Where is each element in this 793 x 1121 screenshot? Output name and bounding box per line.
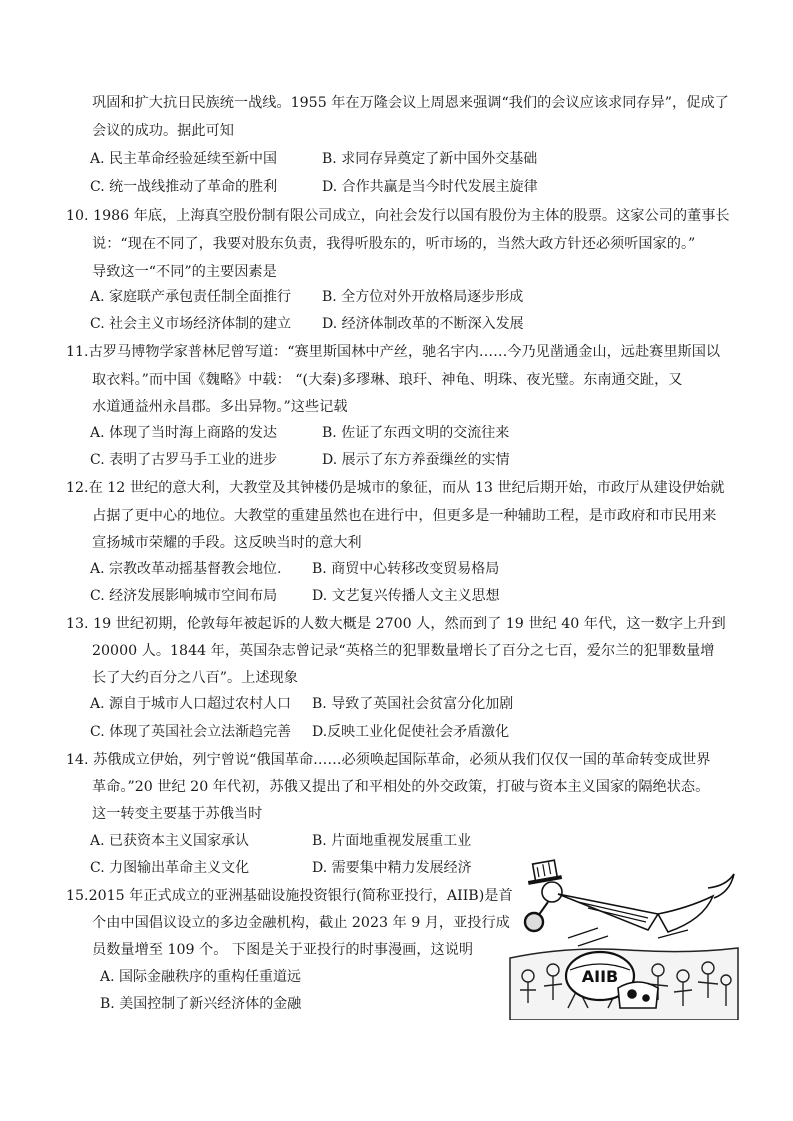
q9-option-b[interactable]: B. 求同存异奠定了新中国外交基础 <box>322 151 538 167</box>
q15-line-3: 员数量增至 109 个。 下图是关于亚投行的时事漫画，这说明 <box>92 942 474 958</box>
cartoon-uncle-sam <box>525 860 734 932</box>
q10-line-3: 导致这一“不同”的主要因素是 <box>92 264 277 280</box>
q10-line-2: 说：“现在不同了，我要对股东负责，我得听股东的，听市场的，当然大政方针还必须听国家的。” <box>92 236 696 252</box>
q14-option-a[interactable]: A. 已获资本主义国家承认 <box>90 833 250 849</box>
q10-option-d[interactable]: D. 经济体制改革的不断深入发展 <box>322 316 524 332</box>
q10-line-1: 10. 1986 年底，上海真空股份制有限公司成立，向社会发行以国有股份为主体的股票。这家公司的董事长 <box>66 208 730 224</box>
q9-option-c[interactable]: C. 统一战线推动了革命的胜利 <box>90 179 278 195</box>
q14-option-c[interactable]: C. 力图输出革命主义文化 <box>90 860 250 876</box>
q15-option-a[interactable]: A. 国际金融秩序的重构任重道远 <box>100 969 302 985</box>
q11-option-a[interactable]: A. 体现了当时海上商路的发达 <box>90 425 278 441</box>
q9-line-2: 会议的成功。据此可知 <box>92 123 234 139</box>
q12-option-d[interactable]: D. 文艺复兴传播人文主义思想 <box>312 588 500 604</box>
q11-option-b[interactable]: B. 佐证了东西文明的交流往来 <box>322 425 510 441</box>
q10-option-b[interactable]: B. 全方位对外开放格局逐步形成 <box>322 289 524 305</box>
q9-option-d[interactable]: D. 合作共赢是当今时代发展主旋律 <box>322 179 538 195</box>
q12-line-2: 占据了更中心的地位。大教堂的重建虽然也在进行中，但更多是一种辅助工程，是市政府和市民用来 <box>92 508 717 524</box>
q11-option-c[interactable]: C. 表明了古罗马手工业的进步 <box>90 452 278 468</box>
q12-line-3: 宣扬城市荣耀的手段。这反映当时的意大利 <box>92 535 362 551</box>
q14-line-2: 革命。”20 世纪 20 年代初，苏俄又提出了和平相处的外交政策，打破与资本主义国家的隔绝状态。 <box>92 779 710 795</box>
q13-option-d[interactable]: D.反映工业化促使社会矛盾激化 <box>312 724 510 740</box>
cartoon-creature <box>618 982 658 1008</box>
q13-line-3: 长了大约百分之八百”。上述现象 <box>92 670 298 686</box>
q11-line-3: 水道通益州永昌郡。多出异物。”这些记载 <box>92 399 348 415</box>
q15-option-b[interactable]: B. 美国控制了新兴经济体的金融 <box>100 996 302 1012</box>
q13-line-2: 20000 人。1844 年，英国杂志曾记录“英格兰的犯罪数量增长了百分之七百，爱尔兰的犯罪数量增 <box>92 643 715 659</box>
q14-line-1: 14. 苏俄成立伊始，列宁曾说“俄国革命……必须唤起国际革命，必须从我们仅仅一国的革命转变成世界 <box>66 752 711 768</box>
q15-line-2: 个由中国倡议设立的多边金融机构，截止 2023 年 9 月，亚投行成 <box>92 915 510 931</box>
q15-line-1: 15.2015 年正式成立的亚洲基础设施投资银行(简称亚投行，AIIB)是首 <box>66 888 513 904</box>
q10-option-c[interactable]: C. 社会主义市场经济体制的建立 <box>90 316 292 332</box>
q13-option-c[interactable]: C. 体现了英国社会立法渐趋完善 <box>90 724 292 740</box>
q12-option-b[interactable]: B. 商贸中心转移改变贸易格局 <box>312 561 500 577</box>
q10-option-a[interactable]: A. 家庭联产承包责任制全面推行 <box>90 289 292 305</box>
q9-line-1: 巩固和扩大抗日民族统一战线。1955 年在万隆会议上周恩来强调“我们的会议应该求同存异”，促成了 <box>92 95 729 111</box>
q13-option-b[interactable]: B. 导致了英国社会贫富分化加剧 <box>312 696 514 712</box>
q13-line-1: 13. 19 世纪初期，伦敦每年被起诉的人数大概是 2700 人，然而到了 19 世纪 40 年代，这一数字上升到 <box>66 616 726 632</box>
q14-option-d[interactable]: D. 需要集中精力发展经济 <box>312 860 472 876</box>
q11-line-2: 取衣料。”而中国《魏略》中载： “(大秦)多璆琳、琅玕、神龟、明珠、夜光璧。东南通交趾，又 <box>92 372 683 388</box>
cartoon-aiib-label: AIIB <box>581 967 619 986</box>
q12-option-a[interactable]: A. 宗教改革动摇基督教会地位. <box>90 561 282 577</box>
q12-option-c[interactable]: C. 经济发展影响城市空间布局 <box>90 588 278 604</box>
q14-option-b[interactable]: B. 片面地重视发展重工业 <box>312 833 472 849</box>
q9-option-a[interactable]: A. 民主革命经验延续至新中国 <box>90 151 278 167</box>
q11-option-d[interactable]: D. 展示了东方养蚕缫丝的实情 <box>322 452 510 468</box>
q13-option-a[interactable]: A. 源自于城市人口超过农村人口 <box>90 696 292 712</box>
q12-line-1: 12.在 12 世纪的意大利，大教堂及其钟楼仍是城市的象征，而从 13 世纪后期开始，市政厅从建设伊始就 <box>66 480 725 496</box>
q11-line-1: 11.古罗马博物学家普林尼曾写道：“赛里斯国林中产丝，驰名宇内……今乃见凿通金山，远赴赛里斯国以 <box>66 344 721 360</box>
q14-line-3: 这一转变主要基于苏俄当时 <box>92 806 263 822</box>
aiib-cartoon <box>508 858 740 1020</box>
